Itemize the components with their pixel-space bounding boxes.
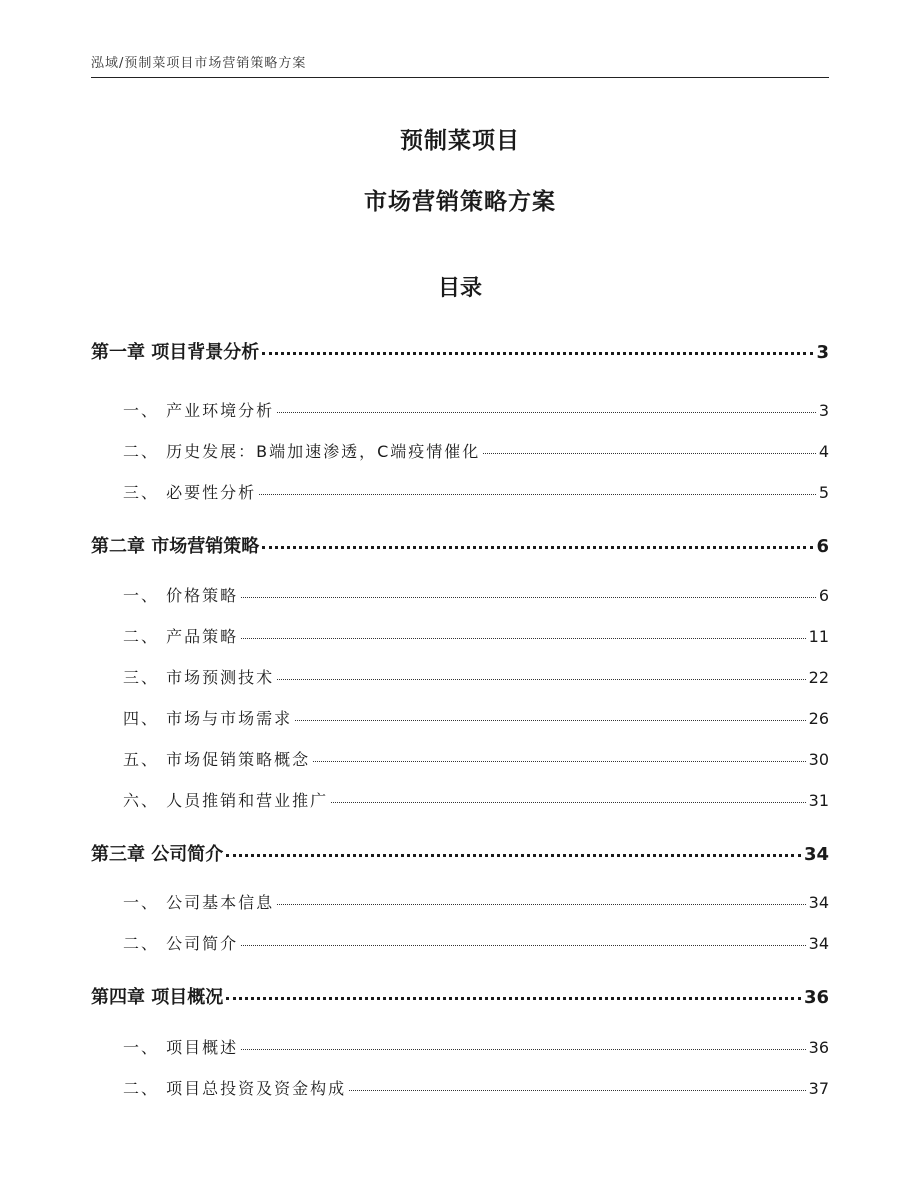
toc-entry-label: 三、 市场预测技术 — [123, 668, 275, 687]
toc-entry-page: 6 — [816, 536, 829, 557]
toc-entry-page: 34 — [808, 934, 829, 953]
toc-entry-page: 11 — [808, 627, 829, 646]
toc-entry-page: 6 — [818, 586, 829, 605]
toc-heading: 目录 — [437, 276, 482, 301]
toc-entry-label: 六、 人员推销和营业推广 — [123, 791, 329, 810]
toc-entry-label: 四、 市场与市场需求 — [123, 709, 293, 728]
dot-leader — [226, 854, 801, 857]
toc-entry-label: 二、 产品策略 — [123, 627, 239, 646]
toc-entry-label: 一、 产业环境分析 — [123, 401, 275, 420]
toc-entry-label: 一、 项目概述 — [123, 1038, 239, 1057]
dot-leader — [331, 802, 806, 803]
toc-entry-page: 30 — [808, 750, 829, 769]
toc-entry[interactable] — [91, 439, 829, 462]
toc-entry[interactable] — [91, 788, 829, 811]
header-divider — [91, 77, 829, 78]
toc-entry-page: 36 — [808, 1038, 829, 1057]
toc-entry-page: 37 — [808, 1079, 829, 1098]
toc-entry-label: 第三章 公司简介 — [91, 844, 224, 865]
dot-leader — [277, 412, 816, 413]
dot-leader — [241, 638, 806, 639]
dot-leader — [226, 997, 801, 1000]
dot-leader — [241, 597, 816, 598]
dot-leader — [262, 546, 813, 549]
toc-entry-page: 34 — [803, 844, 829, 865]
dot-leader — [241, 1049, 806, 1050]
toc-entry-label: 第四章 项目概况 — [91, 987, 224, 1008]
toc-entry[interactable] — [91, 890, 829, 913]
toc-entry-page: 22 — [808, 668, 829, 687]
toc-entry[interactable] — [91, 398, 829, 421]
toc-entry[interactable] — [91, 532, 829, 558]
toc-entry-label: 五、 市场促销策略概念 — [123, 750, 311, 769]
toc-entry-label: 二、 历史发展：B端加速渗透，C端疫情催化 — [123, 442, 481, 461]
dot-leader — [277, 904, 806, 905]
toc-entry-page: 36 — [803, 987, 829, 1008]
toc-entry[interactable] — [91, 983, 829, 1009]
toc-entry[interactable] — [91, 747, 829, 770]
running-header: 泓域/预制菜项目市场营销策略方案 — [91, 56, 307, 71]
toc-entry-page: 26 — [808, 709, 829, 728]
toc-entry-page: 4 — [818, 442, 829, 461]
dot-leader — [277, 679, 806, 680]
toc-entry[interactable] — [91, 480, 829, 503]
toc-entry[interactable] — [91, 338, 829, 364]
toc-entry-page: 34 — [808, 893, 829, 912]
toc-entry[interactable] — [91, 1035, 829, 1058]
toc-entry-page: 5 — [818, 483, 829, 502]
dot-leader — [349, 1090, 806, 1091]
toc-entry-label: 第二章 市场营销策略 — [91, 536, 260, 557]
toc-entry-label: 第一章 项目背景分析 — [91, 342, 260, 363]
toc-entry-label: 一、 公司基本信息 — [123, 893, 275, 912]
toc-entry[interactable] — [91, 1076, 829, 1099]
toc-entry[interactable] — [91, 931, 829, 954]
toc-entry-page: 3 — [816, 342, 829, 363]
toc-entry-page: 3 — [818, 401, 829, 420]
dot-leader — [295, 720, 806, 721]
toc-entry[interactable] — [91, 665, 829, 688]
toc-entry-label: 二、 公司简介 — [123, 934, 239, 953]
document-title: 预制菜项目 — [400, 128, 520, 154]
toc-entry-label: 二、 项目总投资及资金构成 — [123, 1079, 347, 1098]
toc-entry-page: 31 — [808, 791, 829, 810]
toc-entry[interactable] — [91, 706, 829, 729]
dot-leader — [313, 761, 806, 762]
toc-entry-label: 一、 价格策略 — [123, 586, 239, 605]
dot-leader — [483, 453, 816, 454]
dot-leader — [259, 494, 816, 495]
toc-entry[interactable] — [91, 840, 829, 866]
dot-leader — [241, 945, 806, 946]
toc-entry[interactable] — [91, 624, 829, 647]
toc-entry[interactable] — [91, 583, 829, 606]
toc-entry-label: 三、 必要性分析 — [123, 483, 257, 502]
dot-leader — [262, 352, 813, 355]
document-subtitle: 市场营销策略方案 — [364, 189, 556, 215]
